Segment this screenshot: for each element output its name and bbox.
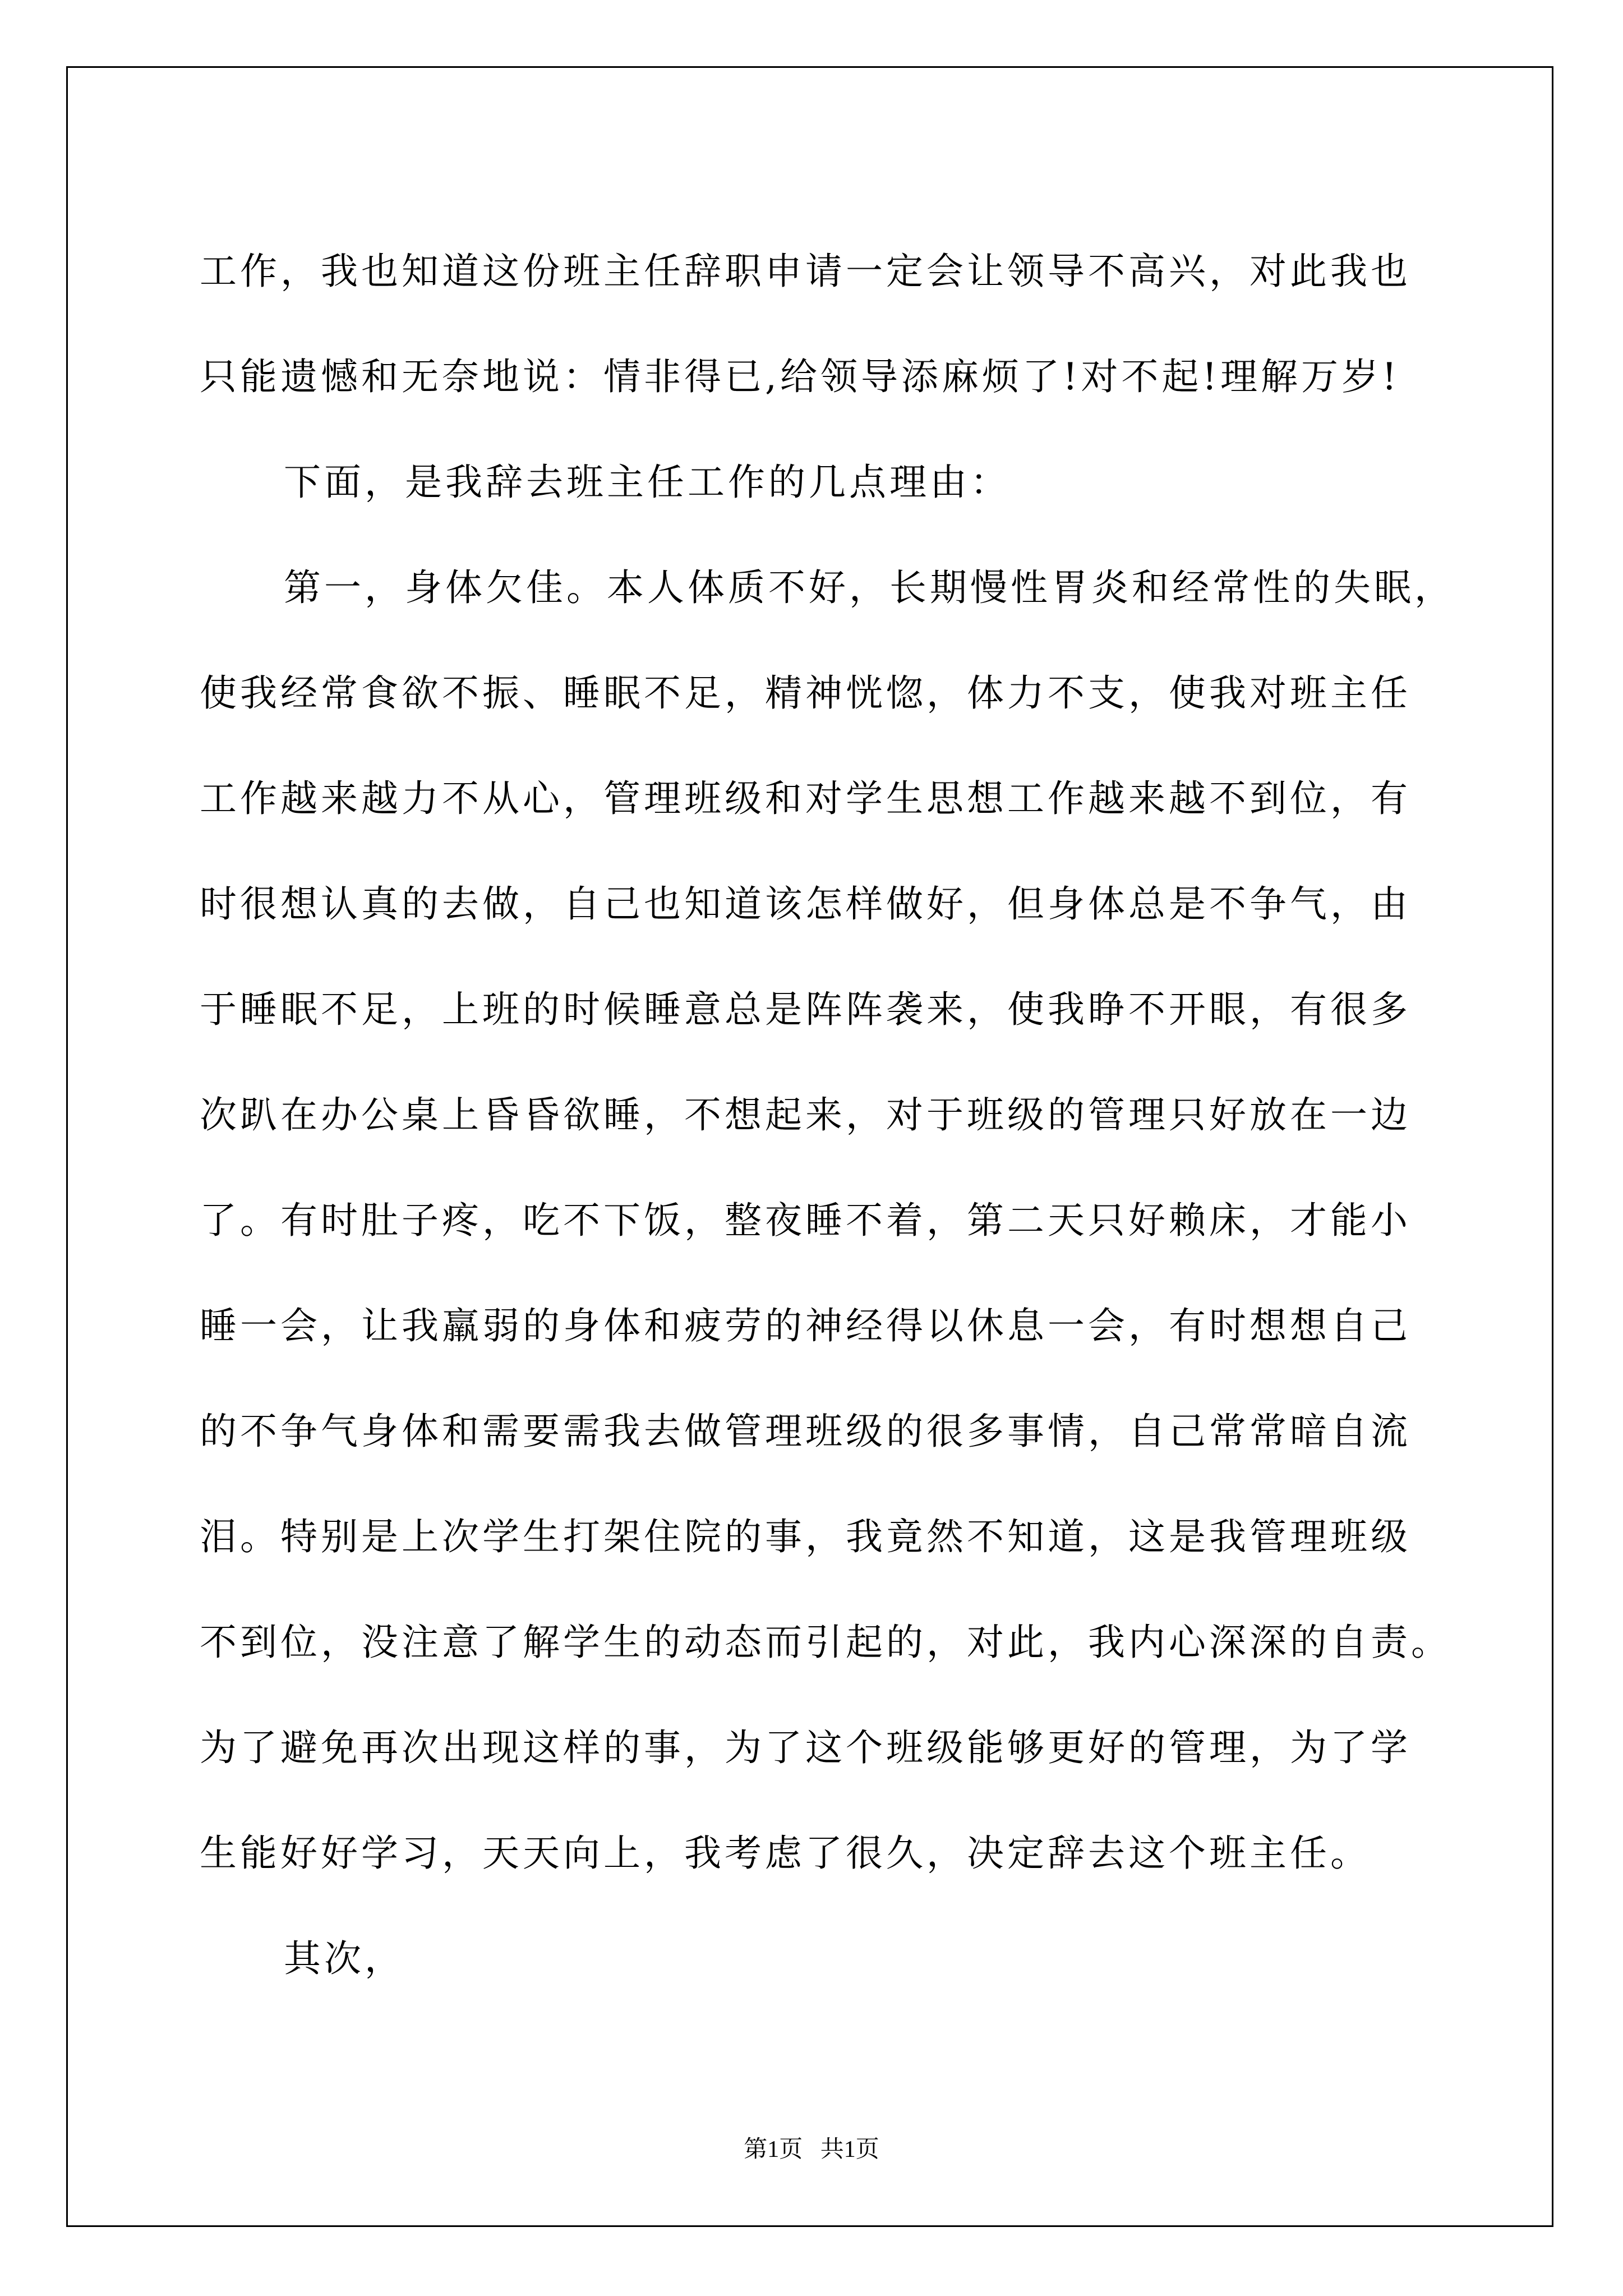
text-line: 的不争气身体和需要需我去做管理班级的很多事情，自己常常暗自流 (200, 1410, 1411, 1453)
text-line: 不到位，没注意了解学生的动态而引起的，对此，我内心深深的自责。 (200, 1621, 1451, 1664)
text-line: 次趴在办公桌上昏昏欲睡，不想起来，对于班级的管理只好放在一边 (200, 1093, 1411, 1137)
text-line: 工作越来越力不从心，管理班级和对学生思想工作越来越不到位，有 (200, 777, 1411, 820)
text-line: 睡一会，让我羸弱的身体和疲劳的神经得以休息一会，有时想想自己 (200, 1304, 1411, 1347)
text-line: 时很想认真的去做，自己也知道该怎样做好，但身体总是不争气，由 (200, 882, 1411, 926)
document-body (200, 219, 1455, 2012)
text-line: 其次， (284, 1937, 405, 1980)
text-line: 只能遗憾和无奈地说：情非得已,给领导添麻烦了!对不起!理解万岁! (200, 355, 1400, 398)
text-line: 泪。特别是上次学生打架住院的事，我竟然不知道，这是我管理班级 (200, 1515, 1411, 1558)
text-line: 为了避免再次出现这样的事，为了这个班级能够更好的管理，为了学 (200, 1726, 1411, 1769)
text-line: 工作，我也知道这份班主任辞职申请一定会让领导不高兴，对此我也 (200, 250, 1411, 293)
text-line: 于睡眠不足，上班的时候睡意总是阵阵袭来，使我睁不开眼，有很多 (200, 988, 1411, 1031)
text-line: 了。有时肚子疼，吃不下饭，整夜睡不着，第二天只好赖床，才能小 (200, 1199, 1411, 1242)
text-line: 生能好好学习，天天向上，我考虑了很久，决定辞去这个班主任。 (200, 1832, 1371, 1875)
text-line: 下面，是我辞去班主任工作的几点理由： (284, 461, 1011, 504)
page-footer: 第1页 共1页 (744, 2137, 879, 2162)
text-line: 第一，身体欠佳。本人体质不好，长期慢性胃炎和经常性的失眠， (284, 566, 1455, 609)
text-line: 使我经常食欲不振、睡眠不足，精神恍惚，体力不支，使我对班主任 (200, 671, 1411, 715)
